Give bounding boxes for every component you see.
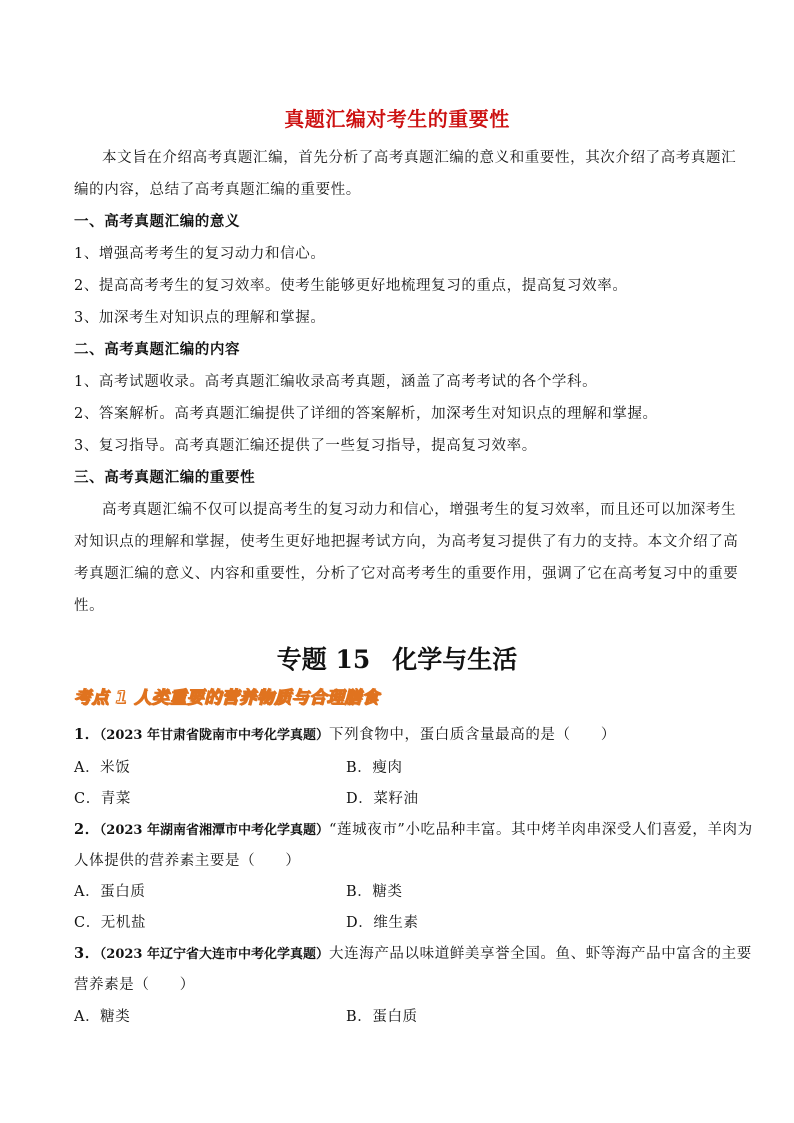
section1-heading: 一、高考真题汇编的意义 xyxy=(74,213,241,230)
section1-item-3: 3、加深考生对知识点的理解和掌握。 xyxy=(74,310,326,326)
question-2-number: 2． xyxy=(74,821,100,838)
conclusion-line-4: 性。 xyxy=(74,598,105,614)
intro-title: 真题汇编对考生的重要性 xyxy=(284,107,510,131)
question-2-source: （2023 年湖南省湘潭市中考化学真题） xyxy=(99,823,330,838)
question-3-option-a[interactable]: A．糖类 xyxy=(74,1009,131,1025)
section1-item-1: 1、增强高考考生的复习动力和信心。 xyxy=(74,246,326,262)
topic-title-name: 化学与生活 xyxy=(392,645,518,674)
question-3-source: （2023 年辽宁省大连市中考化学真题） xyxy=(99,947,330,962)
topic-title xyxy=(0,640,794,676)
question-1-stem xyxy=(74,725,724,746)
question-3-stem-line-2: 营养素是（ ） xyxy=(74,977,195,993)
question-3-number: 3． xyxy=(74,945,100,962)
section1-item-2: 2、提高高考考生的复习效率。使考生能够更好地梳理复习的重点，提高复习效率。 xyxy=(74,278,628,294)
question-2-option-b[interactable]: B．糖类 xyxy=(346,884,403,900)
question-1-number: 1． xyxy=(74,726,100,743)
question-1-text: 下列食物中，蛋白质含量最高的是（ ） xyxy=(329,727,616,743)
question-1-option-a[interactable]: A．米饭 xyxy=(74,760,131,776)
question-2-option-c[interactable]: C．无机盐 xyxy=(74,915,147,931)
section2-heading: 二、高考真题汇编的内容 xyxy=(74,341,241,358)
intro-paragraph-line-2: 编的内容，总结了高考真题汇编的重要性。 xyxy=(74,182,361,198)
section2-item-2: 2、答案解析。高考真题汇编提供了详细的答案解析，加深考生对知识点的理解和掌握。 xyxy=(74,406,658,422)
question-2-option-d[interactable]: D．维生素 xyxy=(346,915,419,931)
question-2-stem xyxy=(74,820,753,841)
question-3-text: 大连海产品以味道鲜美享誉全国。鱼、虾等海产品中富含的主要 xyxy=(329,946,752,962)
question-1-option-b[interactable]: B．瘦肉 xyxy=(346,760,403,776)
question-2-text: “莲城夜市”小吃品种丰富。其中烤羊肉串深受人们喜爱，羊肉为 xyxy=(329,822,753,838)
section3-heading: 三、高考真题汇编的重要性 xyxy=(74,469,256,486)
kaodian-heading: 考点 1 人类重要的营养物质与合理膳食 xyxy=(74,688,380,708)
section2-item-1: 1、高考试题收录。高考真题汇编收录高考真题，涵盖了高考考试的各个学科。 xyxy=(74,374,598,390)
question-1-option-d[interactable]: D．菜籽油 xyxy=(346,791,419,807)
conclusion-line-1: 高考真题汇编不仅可以提高考生的复习动力和信心，增强考生的复习效率，而且还可以加深考生 xyxy=(102,502,737,518)
question-3-option-b[interactable]: B．蛋白质 xyxy=(346,1009,418,1025)
question-1-source: （2023 年甘肃省陇南市中考化学真题） xyxy=(99,728,330,743)
topic-title-prefix: 专题 15 xyxy=(276,645,371,674)
conclusion-line-2: 对知识点的理解和掌握，使考生更好地把握考试方向，为高考复习提供了有力的支持。本文介绍了高 xyxy=(74,534,739,550)
question-1-option-c[interactable]: C．青菜 xyxy=(74,791,131,807)
question-2-stem-line-2: 人体提供的营养素主要是（ ） xyxy=(74,853,301,869)
section2-item-3: 3、复习指导。高考真题汇编还提供了一些复习指导，提高复习效率。 xyxy=(74,438,537,454)
question-2-option-a[interactable]: A．蛋白质 xyxy=(74,884,146,900)
intro-paragraph-line-1: 本文旨在介绍高考真题汇编，首先分析了高考真题汇编的意义和重要性，其次介绍了高考真题汇 xyxy=(102,150,737,166)
question-3-stem xyxy=(74,944,752,965)
conclusion-line-3: 考真题汇编的意义、内容和重要性，分析了它对高考考生的重要作用，强调了它在高考复习中的重要 xyxy=(74,566,739,582)
